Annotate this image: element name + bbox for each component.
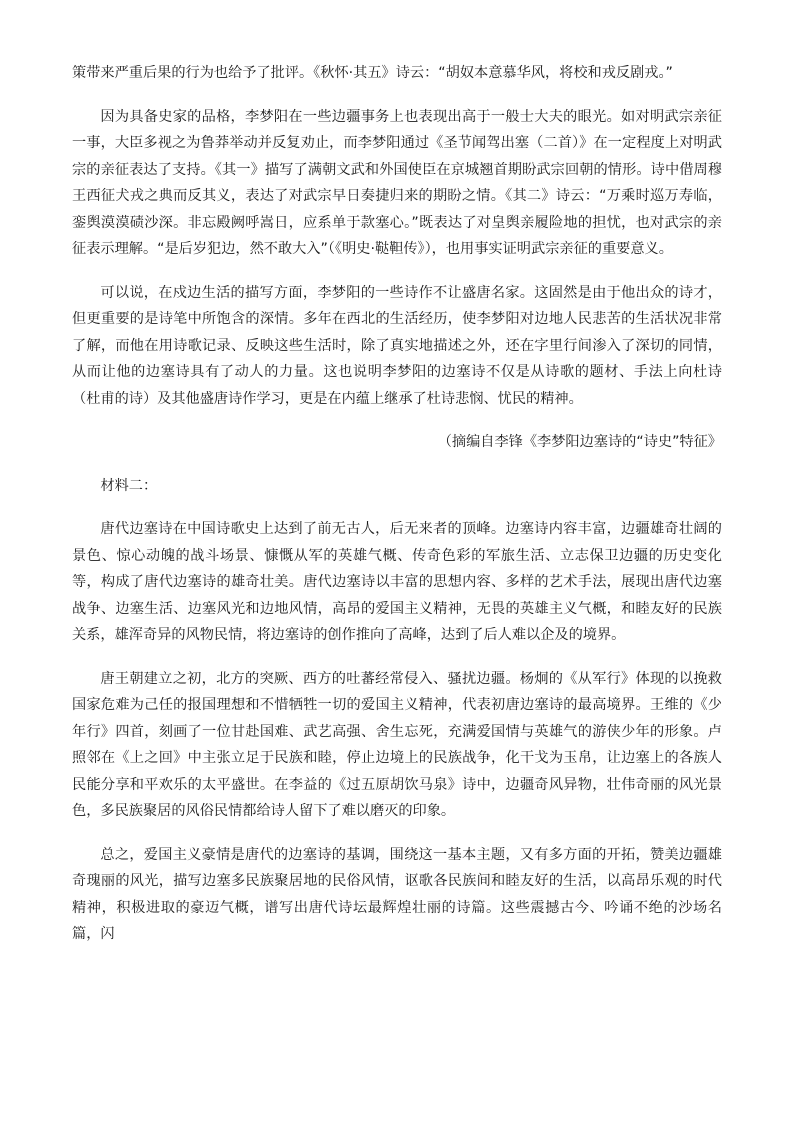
paragraph-frontier-life: 可以说，在戍边生活的描写方面，李梦阳的一些诗作不让盛唐名家。这固然是由于他出众的诗才，但更重要的是诗笔中所饱含的深情。多年在西北的生活经历，使李梦阳对边地人民悲苦的生活状况非常了解，而他在用诗歌记录、反映这些生活时，除了真实地描述之外，还在字里行间渗入了深切的同情，从而让他的边塞诗具有了动人的力量。这也说明李梦阳的边塞诗不仅是从诗歌的题材、手法上向杜诗（杜甫的诗）及其他盛唐诗作学习，更是在内蕴上继承了杜诗悲悯、忧民的精神。 — [72, 284, 722, 407]
paragraph-tang-peak: 唐代边塞诗在中国诗歌史上达到了前无古人，后无来者的顶峰。边塞诗内容丰富，边疆雄奇壮阔的景色、惊心动魄的战斗场景、慷慨从军的英雄气概、传奇色彩的军旅生活、立志保卫边疆的历史变化等，构成了唐代边塞诗的雄奇壮美。唐代边塞诗以丰富的思想内容、多样的艺术手法，展现出唐代边塞战争、边塞生活、边塞风光和边地风情，高昂的爱国主义精神，无畏的英雄主义气概，和睦友好的民族关系，雄浑奇异的风物民情，将边塞诗的创作推向了高峰，达到了后人难以企及的境界。 — [72, 521, 722, 643]
material-two-heading: 材料二： — [100, 477, 158, 494]
document-page — [72, 60, 722, 948]
continuation-line: 策带来严重后果的行为也给予了批评。《秋怀·其五》诗云：“胡奴本意慕华风，将校和戎反剧戎。” — [72, 65, 673, 81]
paragraph-summary: 总之，爱国主义豪情是唐代的边塞诗的基调，围绕这一基本主题，又有多方面的开拓，赞美边疆雄奇瑰丽的风光，描写边塞多民族聚居地的民俗风情，讴歌各民族间和睦友好的生活，以高昂乐观的时代精神，积极进取的豪迈气概，谱写出唐代诗坛最辉煌壮丽的诗篇。这些震撼古今、吟诵不绝的沙场名篇，闪 — [72, 846, 722, 942]
paragraph-historian: 因为具备史家的品格，李梦阳在一些边疆事务上也表现出高于一般士大夫的眼光。如对明武宗亲征一事，大臣多视之为鲁莽举动并反复劝止，而李梦阳通过《圣节闻驾出塞（二首）》在一定程度上对明武宗的亲征表达了支持。《其一》描写了满朝文武和外国使臣在京城翘首期盼武宗回朝的情形。诗中借周穆王西征犬戎之典而反其义，表达了对武宗早日奏捷归来的期盼之情。《其二》诗云：“万乘时巡万寿临，銮舆漠漠碛沙深。非忘殿阙呼嵩日，应系单于款塞心。”既表达了对皇舆亲履险地的担忧，也对武宗的亲征表示理解。“是后岁犯边，然不敢大入”（《明史·鞑靼传》），也用事实证明武宗亲征的重要意义。 — [72, 108, 722, 257]
paragraph-tang-founding: 唐王朝建立之初，北方的突厥、西方的吐蕃经常侵入、骚扰边疆。杨炯的《从军行》体现的以挽救国家危难为己任的报国理想和不惜牺牲一切的爱国主义精神，代表初唐边塞诗的最高境界。王维的《少年行》四首，刻画了一位甘赴国难、武艺高强、舍生忘死，充满爱国情与英雄气的游侠少年的形象。卢照邻在《上之回》中主张立足于民族和睦，停止边境上的民族战争，化干戈为玉帛，让边塞上的各族人民能分享和平欢乐的太平盛世。在李益的《过五原胡饮马泉》诗中，边疆奇风异物，壮伟奇丽的风光景色，多民族聚居的风俗民情都给诗人留下了难以磨灭的印象。 — [72, 670, 722, 819]
source-note: （摘编自李锋《李梦阳边塞诗的“诗史”特征》 — [437, 434, 722, 450]
